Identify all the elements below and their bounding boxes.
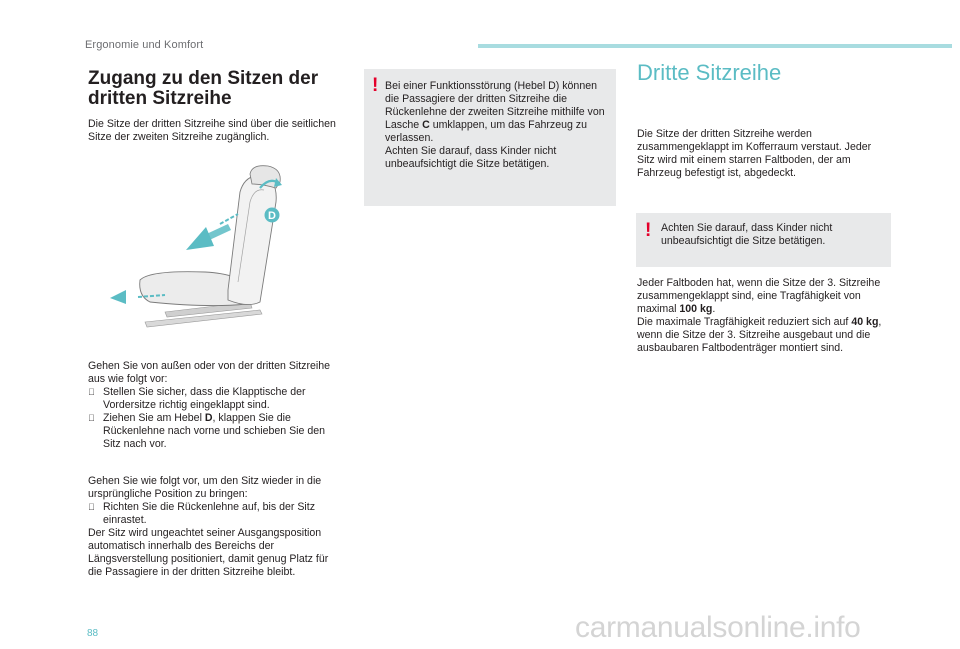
steps-section xyxy=(88,360,343,451)
figure-label-d: D xyxy=(268,210,276,222)
warning-text: Achten Sie darauf, dass Kinder nicht unbeaufsichtigt die Sitze betätigen. xyxy=(661,222,833,247)
restore-intro: Gehen Sie wie folgt vor, um den Sitz wieder in die ursprüngliche Position zu bringen: xyxy=(88,475,322,500)
page-number: 88 xyxy=(87,628,99,639)
watermark: carmanualsonline.info xyxy=(575,611,861,644)
capacity-section xyxy=(637,277,892,355)
warning-text: Bei einer Funktionsstörung (Hebel D) können die Passagiere der dritten Sitzreihe die Rückenlehne der zweiten Sitzreihe mithilfe von Lasche C umklappen, um das Fahrzeug zu verlassen. xyxy=(385,80,605,144)
capacity-text: Jeder Faltboden hat, wenn die Sitze der 3. Sitzreihe zusammengeklappt sind, eine Tragfähigkeit von maximal 100 kg. xyxy=(637,277,881,315)
header-accent-bar xyxy=(478,44,952,48)
intro-paragraph: Die Sitze der dritten Sitzreihe sind über die seitlichen Sitze der zweiten Sitzreihe zugänglich. xyxy=(88,118,336,143)
exclamation-icon: ! xyxy=(372,75,379,96)
restore-note: Der Sitz wird ungeachtet seiner Ausgangsposition automatisch innerhalb des Bereichs der Längsverstellung positioniert, damit genug Platz für die Passagiere in der dritten Sitzreihe bleibt. xyxy=(88,527,329,578)
warning-box xyxy=(636,213,891,267)
exclamation-icon: ! xyxy=(645,220,652,241)
page-title: Zugang zu den Sitzen der dritten Sitzreihe xyxy=(88,68,319,109)
restore-section xyxy=(88,475,343,579)
list-item: Ziehen Sie am Hebel D, klappen Sie die Rückenlehne nach vorne und schieben Sie den Sitz nach vor. xyxy=(88,412,343,451)
section-label: Ergonomie und Komfort xyxy=(85,39,204,51)
capacity-reduced-text: Die maximale Tragfähigkeit reduziert sich auf 40 kg, wenn die Sitze der 3. Sitzreihe ausgebaut und die ausbaubaren Faltbodenträger montiert sind. xyxy=(637,316,882,354)
arrow-bullet-icon xyxy=(88,412,103,451)
warning-box xyxy=(364,69,616,206)
seat-illustration xyxy=(110,162,290,337)
warning-text-children: Achten Sie darauf, dass Kinder nicht unbeaufsichtigt die Sitze betätigen. xyxy=(385,145,557,170)
arrow-bullet-icon xyxy=(88,386,103,412)
third-row-intro: Die Sitze der dritten Sitzreihe werden zusammengeklappt im Kofferraum verstaut. Jeder Sitz wird mit einem starren Faltboden, der am Fahrzeug befestigt ist, abgedeckt. xyxy=(637,128,872,179)
steps-intro: Gehen Sie von außen oder von der dritten Sitzreihe aus wie folgt vor: xyxy=(88,360,331,385)
list-item: Stellen Sie sicher, dass die Klapptische der Vordersitze richtig eingeklappt sind. xyxy=(88,386,343,412)
arrow-bullet-icon xyxy=(88,501,103,527)
list-item: Richten Sie die Rückenlehne auf, bis der Sitz einrastet. xyxy=(88,501,343,527)
section-title: Dritte Sitzreihe xyxy=(637,60,782,85)
